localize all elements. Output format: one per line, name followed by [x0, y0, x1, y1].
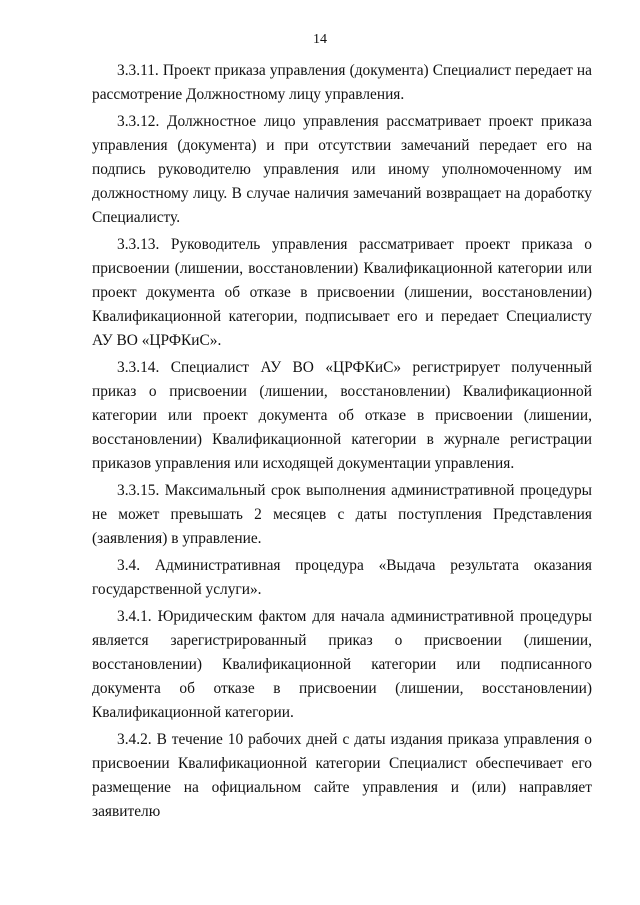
paragraph-3-4-1: 3.4.1. Юридическим фактом для начала административной процедуры является зарегистрированный приказ о присвоении (лишении, восстановлении) Квалификационной категории или подписанного документа об отказе в присвоении (лишении, восстановлении) Квалификационной категории. — [92, 608, 592, 721]
page-number: 14 — [313, 32, 327, 47]
paragraph-3-3-11: 3.3.11. Проект приказа управления (документа) Специалист передает на рассмотрение Должностному лицу управления. — [92, 62, 592, 103]
document-body — [92, 59, 592, 827]
paragraph-3-3-12: 3.3.12. Должностное лицо управления рассматривает проект приказа управления (документа) и при отсутствии замечаний передает его на подпись руководителю управления или иному уполномоченному им должностному лицу. В случае наличия замечаний возвращает на доработку Специалисту. — [92, 113, 592, 226]
paragraph-3-4: 3.4. Административная процедура «Выдача результата оказания государственной услуги». — [92, 557, 592, 598]
paragraph-3-3-13: 3.3.13. Руководитель управления рассматривает проект приказа о присвоении (лишении, восстановлении) Квалификационной категории или проект документа об отказе в присвоении (лишении, восстановлении) Квалификационной категории, подписывает его и передает Специалисту АУ ВО «ЦРФКиС». — [92, 236, 592, 349]
paragraph-3-3-15: 3.3.15. Максимальный срок выполнения административной процедуры не может превышать 2 месяцев с даты поступления Представления (заявления) в управление. — [92, 482, 592, 547]
paragraph-3-3-14: 3.3.14. Специалист АУ ВО «ЦРФКиС» регистрирует полученный приказ о присвоении (лишении, восстановлении) Квалификационной категории или проект документа об отказе в присвоении (лишении, восстановлении) Квалификационной категории в журнале регистрации приказов управления или исходящей документации управления. — [92, 359, 592, 472]
paragraph-3-4-2: 3.4.2. В течение 10 рабочих дней с даты издания приказа управления о присвоении Квалификационной категории Специалист обеспечивает его размещение на официальном сайте управления и (или) направляет заявителю — [92, 731, 592, 820]
